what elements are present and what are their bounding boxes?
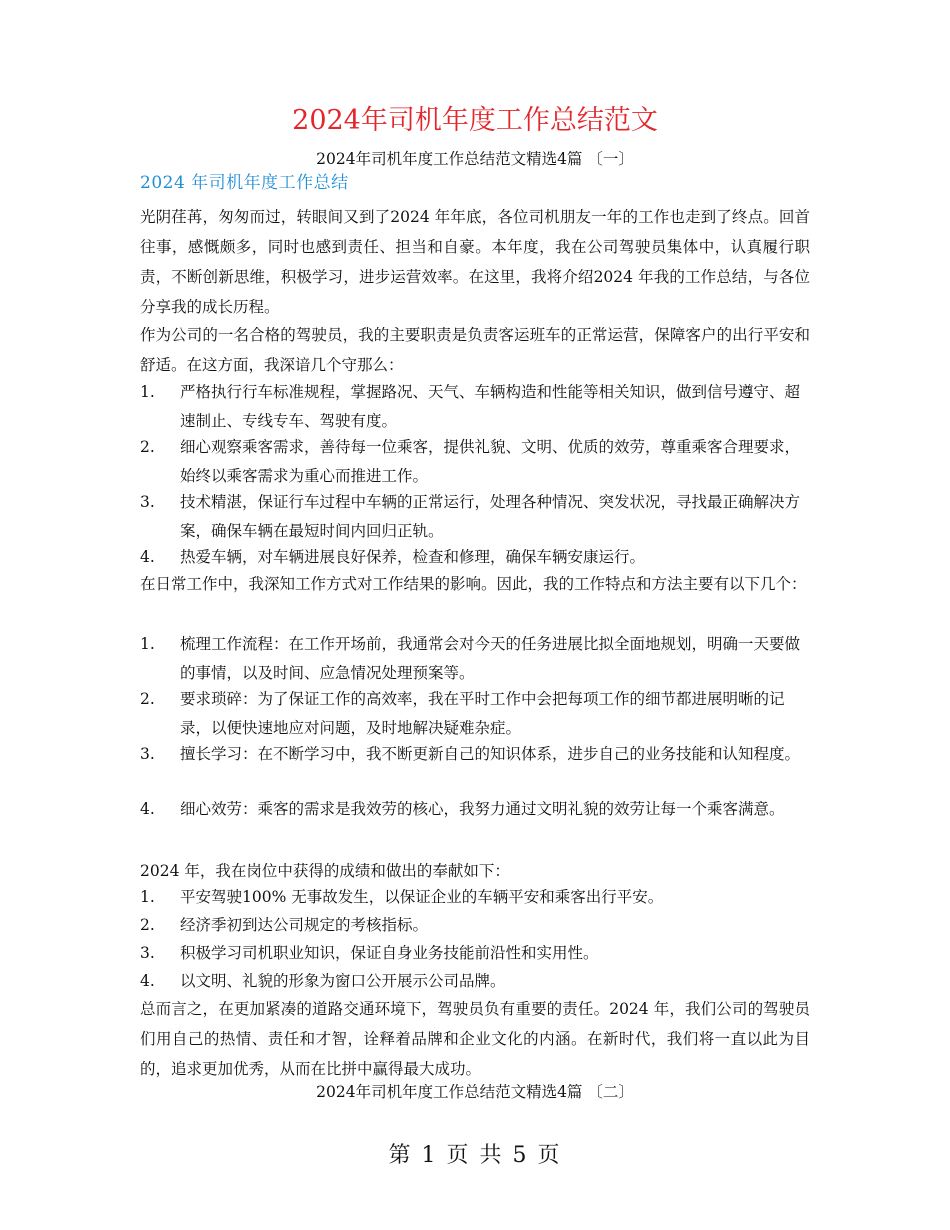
list-text: 以文明、礼貌的形象为窗口公开展示公司品牌。 — [180, 972, 506, 990]
achievement-list-item — [140, 967, 810, 996]
method-list-item — [140, 795, 810, 824]
achievement-list-item — [140, 911, 810, 940]
list-text: 细心观察乘客需求，善待每一位乘客，提供礼貌、文明、优质的效劳，尊重乘客合理要求，始终以乘客需求为重心而推进工作。 — [180, 438, 801, 485]
method-intro-paragraph: 在日常工作中，我深知工作方式对工作结果的影响。因此，我的工作特点和方法主要有以下几个： — [140, 575, 807, 593]
list-number: 1. — [140, 383, 155, 401]
document-title: 2024年司机年度工作总结范文 — [292, 105, 658, 136]
subtitle-part-1: 2024年司机年度工作总结范文精选4篇 〔一〕 — [316, 150, 634, 168]
list-number: 1. — [140, 635, 155, 653]
achievement-list-item — [140, 883, 810, 912]
duty-list-item — [140, 378, 810, 436]
list-number: 3. — [140, 944, 155, 962]
list-text: 热爱车辆，对车辆进展良好保养，检查和修理，确保车辆安康运行。 — [180, 548, 646, 566]
list-number: 1. — [140, 888, 155, 906]
list-number: 4. — [140, 548, 155, 566]
list-number: 2. — [140, 916, 155, 934]
list-text: 积极学习司机职业知识，保证自身业务技能前沿性和实用性。 — [180, 944, 599, 962]
list-number: 2. — [140, 438, 155, 456]
list-text: 擅长学习：在不断学习中，我不断更新自己的知识体系，进步自己的业务技能和认知程度。 — [180, 745, 801, 763]
list-text: 梳理工作流程：在工作开场前，我通常会对今天的任务进展比拟全面地规划，明确一天要做的事情，以及时间、应急情况处理预案等。 — [180, 635, 801, 682]
achievement-intro-paragraph: 2024 年，我在岗位中获得的成绩和做出的奉献如下： — [140, 862, 510, 880]
list-text: 平安驾驶100% 无事故发生，以保证企业的车辆平安和乘客出行平安。 — [180, 888, 664, 906]
list-text: 要求琐碎：为了保证工作的高效率，我在平时工作中会把每项工作的细节都进展明晰的记录，以便快速地应对问题，及时地解决疑难杂症。 — [180, 690, 785, 737]
list-number: 3. — [140, 493, 155, 511]
section-heading: 2024 年司机年度工作总结 — [140, 173, 349, 193]
method-list-item — [140, 740, 810, 769]
duty-list-item — [140, 543, 810, 572]
duty-list-item — [140, 433, 810, 491]
list-text: 细心效劳：乘客的需求是我效劳的核心，我努力通过文明礼貌的效劳让每一个乘客满意。 — [180, 800, 785, 818]
achievement-list-item — [140, 939, 810, 968]
page-number: 第 1 页 共 5 页 — [388, 1143, 562, 1168]
method-list-item — [140, 630, 810, 688]
duty-intro-paragraph: 作为公司的一名合格的驾驶员，我的主要职责是负责客运班车的正常运营，保障客户的出行平安和舒适。在这方面，我深谙几个守那么： — [140, 326, 810, 374]
list-number: 4. — [140, 800, 155, 818]
intro-paragraph: 光阴荏苒，匆匆而过，转眼间又到了2024 年年底，各位司机朋友一年的工作也走到了终点。回首往事，感慨颇多，同时也感到责任、担当和自豪。本年度，我在公司驾驶员集体中，认真履行职责，不断创新思维，积极学习，进步运营效率。在这里，我将介绍2024 年我的工作总结，与各位分享我的成长历程。 — [140, 208, 810, 316]
list-number: 2. — [140, 690, 155, 708]
list-number: 3. — [140, 745, 155, 763]
duty-list-item — [140, 488, 810, 546]
list-text: 技术精湛，保证行车过程中车辆的正常运行，处理各种情况、突发状况，寻找最正确解决方案，确保车辆在最短时间内回归正轨。 — [180, 493, 801, 540]
method-list-item — [140, 685, 810, 743]
list-text: 严格执行行车标准规程，掌握路况、天气、车辆构造和性能等相关知识，做到信号遵守、超速制止、专线专车、驾驶有度。 — [180, 383, 801, 430]
conclusion-paragraph: 总而言之，在更加紧凑的道路交通环境下，驾驶员负有重要的责任。2024 年，我们公司的驾驶员们用自己的热情、责任和才智，诠释着品牌和企业文化的内涵。在新时代，我们将一直以此为目的，追求更加优秀，从而在比拼中赢得最大成功。 — [140, 1000, 810, 1078]
list-number: 4. — [140, 972, 155, 990]
subtitle-part-2: 2024年司机年度工作总结范文精选4篇 〔二〕 — [316, 1083, 634, 1101]
list-text: 经济季初到达公司规定的考核指标。 — [180, 916, 429, 934]
